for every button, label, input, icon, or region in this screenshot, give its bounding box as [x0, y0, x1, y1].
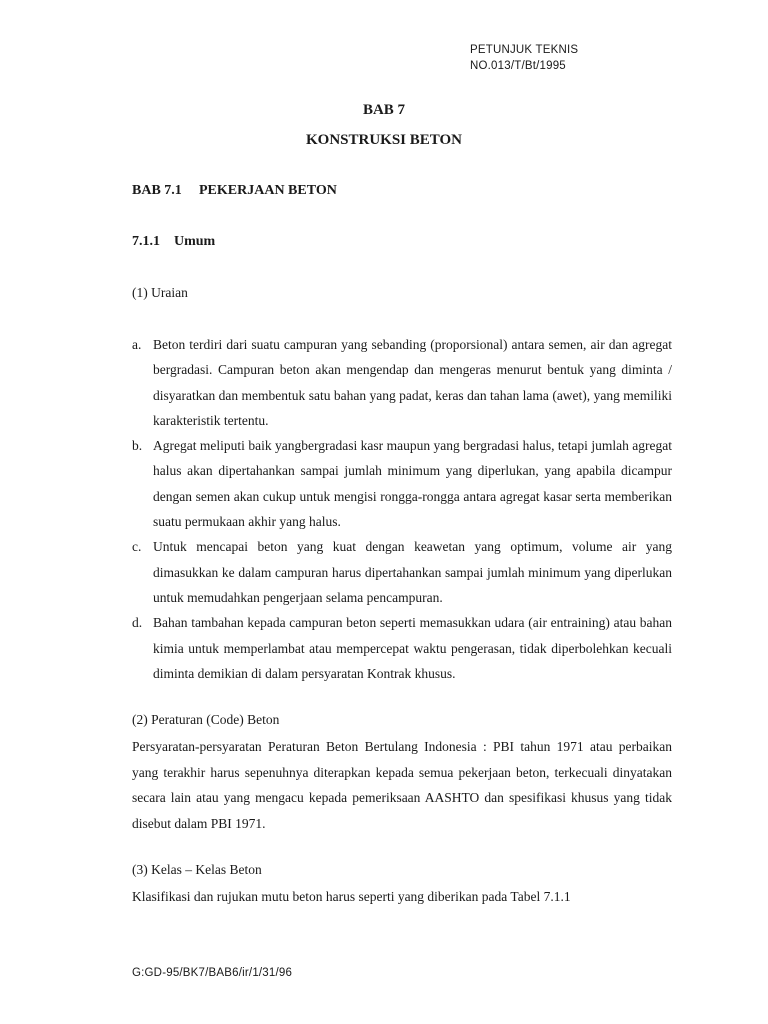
section-title: PEKERJAAN BETON [199, 183, 337, 198]
footer-file-code: G:GD-95/BK7/BAB6/ir/1/31/96 [132, 967, 293, 979]
list-marker: a. [132, 337, 142, 352]
header-doc-type: PETUNJUK TEKNIS [470, 44, 579, 56]
list-marker: c. [132, 539, 142, 555]
list-item [132, 534, 672, 610]
subsection-number: 7.1.1 [132, 234, 160, 249]
list-item-text: Untuk mencapai beton yang kuat dengan keawetan yang optimum, volume air yang dimasukkan ke dalam campuran harus dipertahankan sampai jumlah minimum yang diperlukan untuk memudahkan pengerjaan selama pencampuran. [153, 539, 672, 605]
uraian-list [132, 332, 672, 686]
section-heading [132, 183, 337, 199]
kelas-heading: (3) Kelas – Kelas Beton [132, 862, 262, 877]
list-item-text: Beton terdiri dari suatu campuran yang sebanding (proporsional) antara semen, air dan agregat bergradasi. Campuran beton akan mengendap dan mengeras menurut bentuk yang diminta / disyaratkan dan membentuk satu bahan yang padat, keras dan tahan lama (awet), yang memiliki karakteristik tertentu. [153, 337, 672, 428]
list-item-text: Bahan tambahan kepada campuran beton seperti memasukkan udara (air entraining) atau bahan kimia untuk memperlambat atau mempercepat waktu pengerasan, tidak diperbolehkan kecuali diminta demikian di dalam persyaratan Kontrak khusus. [153, 615, 672, 681]
subsection-heading [132, 234, 215, 250]
peraturan-paragraph: Persyaratan-persyaratan Peraturan Beton Bertulang Indonesia : PBI tahun 1971 atau perbaikan yang terakhir harus sepenuhnya diterapkan kepada semua pekerjaan beton, terkecuali dinyatakan secara lain atau yang mengacu kepada pemeriksaan AASHTO dan spesifikasi khusus yang tidak disebut dalam PBI 1971. [132, 739, 672, 831]
chapter-title: KONSTRUKSI BETON [305, 132, 463, 148]
uraian-heading: (1) Uraian [132, 285, 188, 300]
section-number: BAB 7.1 [132, 183, 182, 198]
subsection-title: Umum [174, 234, 216, 249]
list-item [132, 433, 672, 534]
list-item [132, 332, 672, 433]
header-doc-number: NO.013/T/Bt/1995 [470, 60, 566, 72]
list-item-text: Agregat meliputi baik yangbergradasi kasr maupun yang bergradasi halus, tetapi jumlah agregat halus akan dipertahankan sampai jumlah minimum yang diperlukan, yang apabila dicampur dengan semen akan cukup untuk mengisi rongga-rongga antara agregat kasar serta memberikan suatu permukaan akhir yang halus. [153, 438, 672, 530]
list-marker: b. [132, 438, 143, 454]
kelas-paragraph: Klasifikasi dan rujukan mutu beton harus seperti yang diberikan pada Tabel 7.1.1 [132, 889, 571, 904]
chapter-number: BAB 7 [362, 102, 406, 118]
list-marker: d. [132, 615, 143, 631]
list-item [132, 610, 672, 686]
peraturan-heading: (2) Peraturan (Code) Beton [132, 712, 280, 727]
